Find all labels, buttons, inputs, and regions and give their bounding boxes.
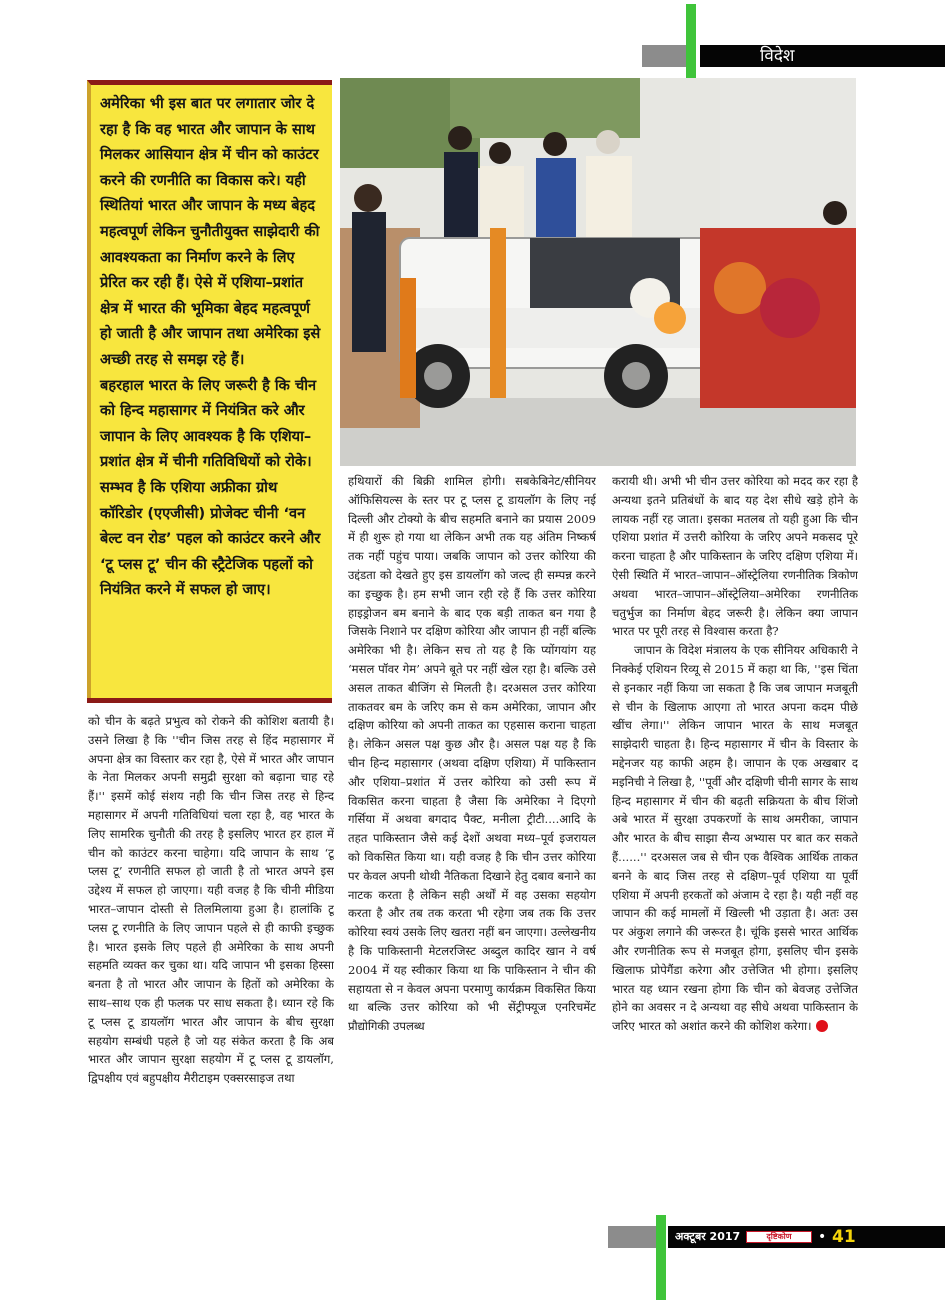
footer-grey-block — [608, 1226, 660, 1248]
page-number: 41 — [832, 1227, 856, 1247]
article-paragraph-text: जापान के विदेश मंत्रालय के एक सीनियर अधिकारी ने निक्केई एशियन रिव्यू से 2015 में कहा था कि, ''इस चिंता से इनकार नहीं किया जा सकता है कि जब जापान मजबूती से चीन के खिलाफ आएगा तो भारत अपना कदम पीछे खींच लेगा।'' लेकिन जापान भारत के साथ मजबूत साझेदारी चाहता है। हिन्द महासागर में चीन के विस्तार के मद्देनजर यह काफी अहम है। जापान के एक अखबार द मइनिची ने लिखा है, ''पूर्वी और दक्षिणी चीनी सागर के साथ हिन्द महासागर में चीन की बढ़ती सक्रियता के बीच शिंजो अबे भारत में सुरक्षा उपकरणों के साथ अमरीका, जापान और भारत के बीच साझा सैन्य अभ्यास पर बात कर सकते हैं......'' दरअसल जब से चीन एक वैश्विक आर्थिक ताकत बनने के बाद जिस तरह से दक्षिण–पूर्व एशिया या पूर्वी एशिया में अपनी हरकतों को अंजाम दे रहा है। यही नहीं वह जापान की कई मामलों में खिल्ली भी उड़ाता है। अतः उस पर अंकुश लगाने की जरूरत है। चूंकि इससे भारत आर्थिक और रणनीतिक रूप से मजबूत होगा, इसलिए चीन इसके खिलाफ प्रोपेगैंडा करेगा और उत्तेजित भी होगा। इसलिए भारत यह ध्यान रखना होगा कि चीन को बेवजह उत्तेजित होने का अवसर न दे अन्यथा वह सीधे अथवा पाकिस्तान के जरिए भारत को अशांत करने की कोशिश करेगा। — [612, 643, 858, 1034]
end-mark-icon — [816, 1020, 828, 1032]
article-paragraph: हथियारों की बिक्री शामिल होगी। सबकेबिनेट/सीनियर ऑफिसियल्स के स्तर पर टू प्लस टू डायलॉग के लिए नई दिल्ली और टोक्यो के बीच सहमति बनाने का प्रयास 2009 में ही शुरू हो गया था लेकिन अभी तक यह अंतिम निष्कर्ष तक नहीं पहुंच पाया। जबकि जापान को उत्तर कोरिया की उद्दंडता को देखते हुए इस डायलॉग को जल्द ही सम्पन्न करने का इच्छुक है। हम सभी जान रही रहे हैं कि उत्तर कोरिया हाइड्रोजन बम बनाने के बाद एक बड़ी ताकत बन गया है जिसके निशाने पर दक्षिण कोरिया और जापान ही नहीं बल्कि अमेरिका भी है। लेकिन सच तो यह है कि प्योंगयांग यह ‘मसल पॉवर गेम’ अपने बूते पर नहीं खेल रहा है। बल्कि उसे असल ताकत बीजिंग से मिलती है। दरअसल उत्तर कोरिया ताकतवर बम के जरिए कम से कम अमेरिका, जापान और दक्षिण कोरिया को अपनी ताकत का एहसास कराना चाहता है। लेकिन असल पक्ष कुछ और है। असल पक्ष यह है कि चीन हिन्द महासागर (अथवा दक्षिण एशिया) में पाकिस्तान और एशिया–प्रशांत में उत्तर कोरिया को उसी रूप में विकसित करना चाहता है जैसा कि अमेरिका ने दिएगो गर्सिया में अथवा बगदाद पैक्ट, मनीला ट्रीटी....आदि के तहत पाकिस्तान जैसे कई देशों अथवा मध्य–पूर्व इजरायल को विकसित किया था। यही वजह है कि चीन उत्तर कोरिया पर केवल अपनी थोथी नैतिकता दिखाने हेतु दबाव बनाने का नाटक करता है लेकिन सही अर्थों में वह उसका सहयोग करता है और तब तक करता भी रहेगा जब तक कि उत्तर कोरिया स्वयं उसके लिए खतरा नहीं बन जाएगा। उल्लेखनीय है कि पाकिस्तानी मेटलरजिस्ट अब्दुल कादिर खान ने वर्ष 2004 में यह स्वीकार किया था कि पाकिस्तान ने चीन की सहायता से न केवल अपना परमाणु कार्यक्रम विकसित किया था बल्कि उत्तर कोरिया को भी सेंट्रीफ्यूज एनरिचमेंट प्रौद्योगिकी उपलब्ध — [348, 474, 596, 1034]
article-paragraph: को चीन के बढ़ते प्रभुत्व को रोकने की कोशिश बतायी है। उसने लिखा है कि ''चीन जिस तरह से हिंद महासागर में अपना क्षेत्र का विस्तार कर रहा है, ऐसे में भारत और जापान के नेता मिलकर अपनी समुद्री सुरक्षा को बढ़ाना चाह रहे हैं।'' इसमें कोई संशय नही कि चीन जिस तरह से हिन्द महासागर में अपनी गतिविधियां चला रहा है, वह भारत के लिए सामरिक चुनौती की तरह है इसलिए भारत हर हाल में चीन को काउंटर करना चाहेगा। यदि जापान के साथ ‘टू प्लस टू’ रणनीति सफल हो जाती है तो भारत अपने इस उद्देश्य में सफल हो जाएगा। यही वजह है कि चीनी मीडिया भारत–जापान दोस्ती से तिलमिलाया हुआ है। हालांकि टू प्लस टू रणनीति के लिए जापान पहले से ही काफी इच्छुक है। भारत इसके लिए पहले ही अमेरिका के साथ अपनी सहमति व्यक्त कर चुका था। यदि जापान भी इसका हिस्सा बनता है तो भारत और जापान के हितों को अमेरिका के साथ–साथ एक ही फलक पर साध सकता है। ध्यान रहे कि टू प्लस टू डायलॉग भारत और जापान के बीच सुरक्षा सहयोग सम्बंधी पहले है जो यह संकेत करता है कि अब भारत और जापान सुरक्षा सहयोग में टू प्लस टू डायलॉग, द्विपक्षीय एवं बहुपक्षीय मैरीटाइम एक्सरसाइज तथा — [88, 714, 334, 1086]
magazine-logo: दृष्टिकोण — [746, 1231, 812, 1243]
article-column-3 — [612, 472, 858, 1244]
header-black-bar — [700, 45, 945, 67]
photo-icon — [340, 78, 856, 466]
article-column-2 — [348, 472, 596, 1244]
news-photo — [340, 78, 856, 466]
article-column-1 — [88, 712, 334, 1240]
article-paragraph: करायी थी। अभी भी चीन उत्तर कोरिया को मदद कर रहा है अन्यथा इतने प्रतिबंधों के बाद यह देश सीधे खड़े होने के लायक नहीं रह जाता। इसका मतलब तो यही हुआ कि चीन एशिया प्रशांत में उत्तरी कोरिया के जरिए अपने मकसद पूरे करना चाहता है और पाकिस्तान के जरिए दक्षिण एशिया में। ऐसी स्थिति में भारत–जापान–ऑस्ट्रेलिया रणनीतिक त्रिकोण अथवा भारत–जापान–ऑस्ट्रेलिया–अमेरिका रणनीतिक चतुर्भुज का निर्माण बेहद जरूरी है। लेकिन क्या जापान भारत पर पूरी तरह से विश्वास करता है? — [612, 474, 858, 639]
pull-quote-paragraph: बहरहाल भारत के लिए जरूरी है कि चीन को हिन्द महासागर में नियंत्रित करे और जापान के लिए आवश्यक है कि एशिया–प्रशांत क्षेत्र में चीनी गतिविधियों को रोके। सम्भव है कि एशिया अफ्रीका ग्रोथ कॉरिडोर (एएजीसी) प्रोजेक्ट चीनी ‘वन बेल्ट वन रोड’ पहल को काउंटर करने और ‘टू प्लस टू’ चीन की स्ट्रैटेजिक पहलों को नियंत्रित करने में सफल हो जाए। — [100, 376, 321, 599]
footer-bullet: • — [818, 1229, 827, 1245]
article-paragraph-last — [612, 641, 858, 1036]
issue-date: अक्टूबर 2017 — [675, 1230, 741, 1243]
pull-quote-box — [87, 80, 332, 700]
pull-quote-paragraph: अमेरिका भी इस बात पर लगातार जोर दे रहा है कि वह भारत और जापान के साथ मिलकर आसियान क्षेत्र में चीन को काउंटर करने की रणनीति का विकास करे। यही स्थितियां भारत और जापान के मध्य बेहद महत्वपूर्ण लेकिन चुनौतीयुक्त साझेदारी की आवश्यकता का निर्माण करने के लिए प्रेरित कर रही हैं। ऐसे में एशिया–प्रशांत क्षेत्र में भारत की भूमिका बेहद महत्वपूर्ण हो जाती है और जापान तथा अमेरिका इसे अच्छी तरह से समझ रहे हैं। — [100, 95, 321, 368]
footer-green-stripe — [656, 1215, 666, 1300]
section-title: विदेश — [760, 46, 795, 66]
header-grey-block — [642, 45, 692, 67]
pull-quote-bottom-rule — [87, 698, 332, 703]
